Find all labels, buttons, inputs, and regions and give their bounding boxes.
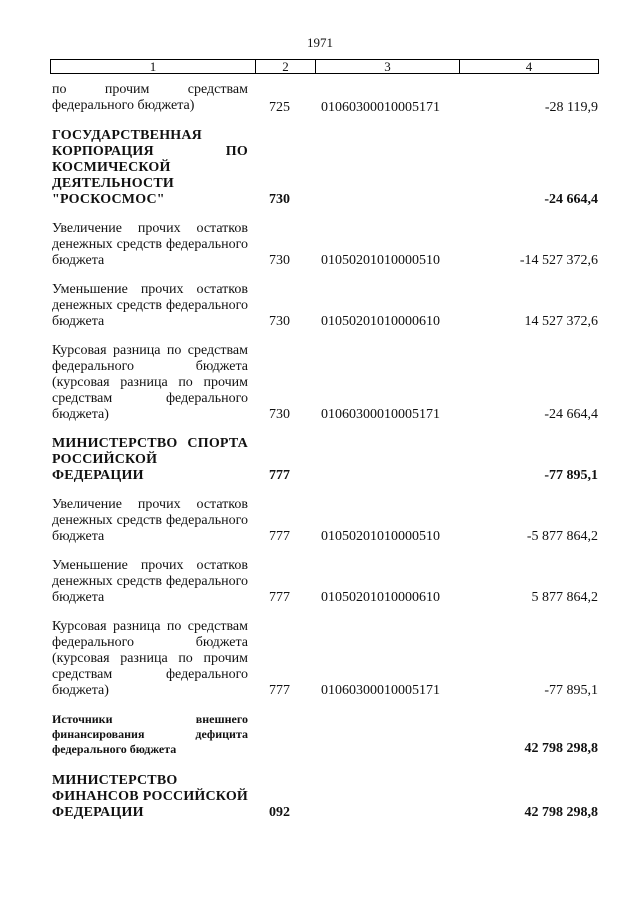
- row-description: ГОСУДАРСТВЕННАЯ КОРПОРАЦИЯ ПО КОСМИЧЕСКОЙ ДЕЯТЕЛЬНОСТИ "РОСКОСМОС": [52, 128, 248, 207]
- row-description: Увеличение прочих остатков денежных средств федерального бюджета: [52, 221, 248, 268]
- row-code: 777: [269, 590, 290, 605]
- row-kbk: 01050201010000610: [321, 314, 440, 329]
- row-description: Источники внешнего финансирования дефицита федерального бюджета: [52, 712, 248, 756]
- table-row: [52, 712, 598, 757]
- row-code: 730: [269, 314, 290, 329]
- row-amount: -24 664,4: [544, 407, 598, 422]
- row-description: Увеличение прочих остатков денежных средств федерального бюджета: [52, 497, 248, 544]
- row-code: 730: [269, 192, 290, 207]
- table-row: [52, 773, 598, 821]
- row-description: МИНИСТЕРСТВО ФИНАНСОВ РОССИЙСКОЙ ФЕДЕРАЦИИ: [52, 773, 248, 820]
- row-code: 092: [269, 805, 290, 820]
- row-amount: -24 664,4: [544, 192, 598, 207]
- row-kbk: 01060300010005171: [321, 100, 440, 115]
- row-amount: -77 895,1: [544, 683, 598, 698]
- table-row: [52, 619, 598, 699]
- row-description: по прочим средствам федерального бюджета): [52, 82, 248, 113]
- table-row: [52, 497, 598, 545]
- table-row: [52, 558, 598, 606]
- row-kbk: 01050201010000510: [321, 253, 440, 268]
- row-amount: 42 798 298,8: [524, 805, 598, 820]
- row-amount: -5 877 864,2: [526, 529, 598, 544]
- column-header-4: 4: [525, 59, 533, 74]
- row-description: Курсовая разница по средствам федерального бюджета (курсовая разница по прочим средствам федерального бюджета): [52, 343, 248, 422]
- column-header-2: 2: [256, 60, 316, 73]
- row-amount: 14 527 372,6: [524, 314, 598, 329]
- table-row: [52, 343, 598, 423]
- row-code: 730: [269, 253, 290, 268]
- column-header-row: [50, 59, 599, 74]
- row-kbk: 01060300010005171: [321, 407, 440, 422]
- row-description: Уменьшение прочих остатков денежных средств федерального бюджета: [52, 558, 248, 605]
- row-amount: 5 877 864,2: [531, 590, 598, 605]
- row-amount: 42 798 298,8: [524, 741, 598, 756]
- row-kbk: 01050201010000610: [321, 590, 440, 605]
- page-number: 1971: [307, 35, 333, 50]
- row-kbk: 01050201010000510: [321, 529, 440, 544]
- row-code: 777: [269, 683, 290, 698]
- row-amount: -77 895,1: [544, 468, 598, 483]
- row-amount: -14 527 372,6: [519, 253, 598, 268]
- table-row: [52, 221, 598, 269]
- table-row: [52, 282, 598, 330]
- row-code: 777: [269, 529, 290, 544]
- table-row: [52, 128, 598, 208]
- row-amount: -28 119,9: [544, 100, 598, 115]
- column-header-1: 1: [51, 60, 256, 73]
- row-kbk: 01060300010005171: [321, 683, 440, 698]
- row-description: Уменьшение прочих остатков денежных средств федерального бюджета: [52, 282, 248, 329]
- row-description: МИНИСТЕРСТВО СПОРТА РОССИЙСКОЙ ФЕДЕРАЦИИ: [52, 436, 248, 483]
- table-row: [52, 82, 598, 116]
- row-code: 730: [269, 407, 290, 422]
- row-code: 777: [269, 468, 290, 483]
- column-header-3: 3: [316, 60, 460, 73]
- table-row: [52, 436, 598, 484]
- budget-table: [52, 82, 598, 821]
- row-code: 725: [269, 100, 290, 115]
- row-description: Курсовая разница по средствам федерального бюджета (курсовая разница по прочим средствам федерального бюджета): [52, 619, 248, 698]
